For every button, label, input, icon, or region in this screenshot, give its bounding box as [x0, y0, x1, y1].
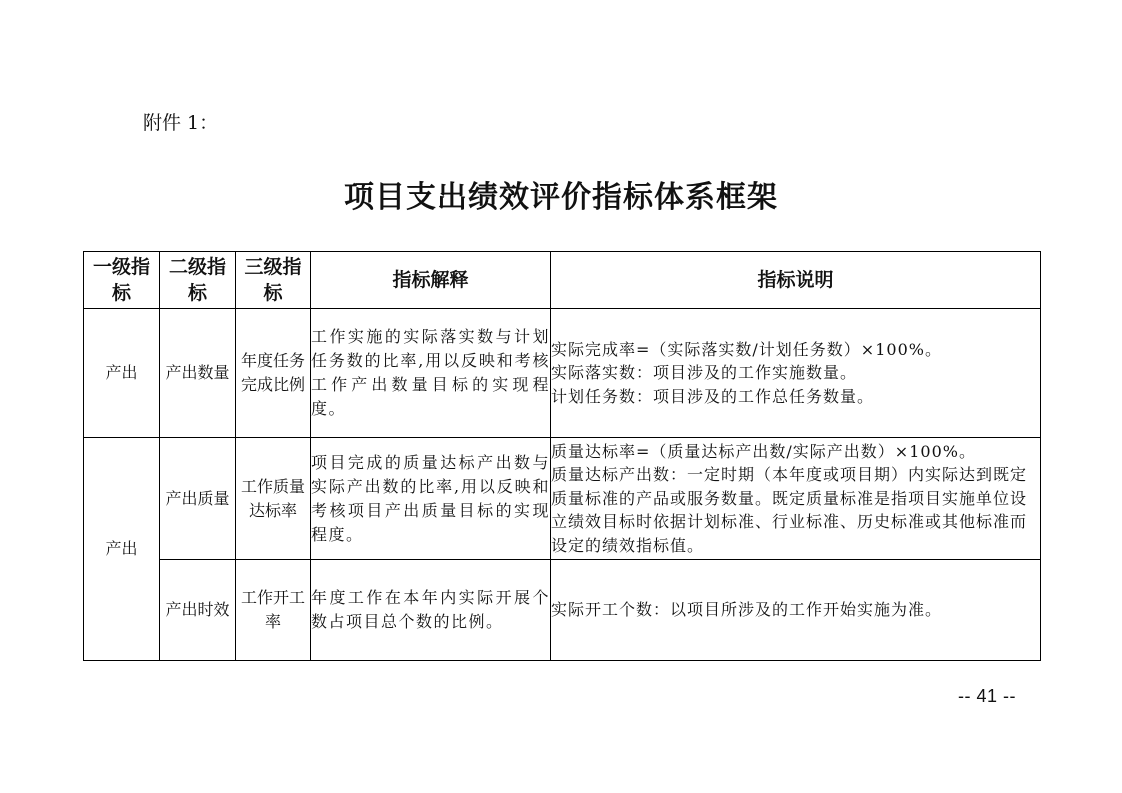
- header-level2: 二级指标: [160, 252, 236, 309]
- level1-cell: 产出: [84, 309, 160, 438]
- header-level3: 三级指标: [236, 252, 311, 309]
- level2-cell: 产出时效: [160, 560, 236, 661]
- level1-cell: 产出: [84, 438, 160, 661]
- header-description: 指标说明: [551, 252, 1041, 309]
- description-cell: [551, 309, 1041, 438]
- description-line: 质量达标率=（质量达标产出数/实际产出数）×100%。: [551, 441, 976, 461]
- table-row: [84, 560, 1041, 661]
- attachment-label: 附件 1：: [143, 112, 219, 134]
- level3-cell: 年度任务完成比例: [236, 309, 311, 438]
- table-row: [84, 309, 1041, 438]
- description-line: 计划任务数：项目涉及的工作总任务数量。: [551, 386, 875, 406]
- description-line: 质量达标产出数：一定时期（本年度或项目期）内实际达到既定质量标准的产品或服务数量。既定质量标准是指项目实施单位设立绩效目标时依据计划标准、行业标准、历史标准或其他标准而设定的绩效指标值。: [551, 465, 1028, 555]
- description-line: 实际完成率=（实际落实数/计划任务数）×100%。: [551, 339, 942, 359]
- description-cell: [551, 560, 1041, 661]
- description-line: 实际开工个数：以项目所涉及的工作开始实施为准。: [551, 600, 943, 620]
- level2-cell: 产出数量: [160, 309, 236, 438]
- table-row: [84, 438, 1041, 560]
- page-number: -- 41 --: [958, 686, 1016, 706]
- indicator-table: [83, 251, 1041, 661]
- table-header-row: [84, 252, 1041, 309]
- explanation-cell: 工作实施的实际落实数与计划任务数的比率,用以反映和考核工作产出数量目标的实现程度。: [311, 309, 551, 438]
- explanation-cell: 年度工作在本年内实际开展个数占项目总个数的比例。: [311, 560, 551, 661]
- header-level1: 一级指标: [84, 252, 160, 309]
- document-title: 项目支出绩效评价指标体系框架: [344, 180, 778, 215]
- level3-cell: 工作质量达标率: [236, 438, 311, 560]
- level2-cell: 产出质量: [160, 438, 236, 560]
- description-cell: [551, 438, 1041, 560]
- header-explanation: 指标解释: [311, 252, 551, 309]
- level3-cell: 工作开工率: [236, 560, 311, 661]
- explanation-cell: 项目完成的质量达标产出数与实际产出数的比率,用以反映和考核项目产出质量目标的实现程度。: [311, 438, 551, 560]
- description-line: 实际落实数：项目涉及的工作实施数量。: [551, 363, 858, 383]
